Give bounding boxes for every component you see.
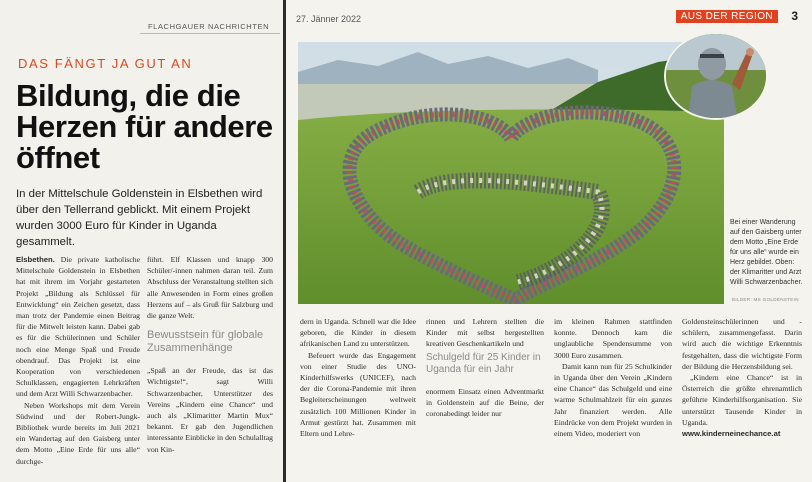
paragraph: „Kindern eine Chance“ ist in Österreich die größte ehrenamtlich geführte Kinderhilfsorganisation. Sie unterstützt Tausende Kinder in Uganda.: [682, 373, 802, 427]
article-column-5: [554, 316, 672, 439]
paragraph: „Spaß an der Freude, das ist das Wichtigste!“, sagt Willi Schwarzenbacher, Unterstützer des Vereins „Kindern eine Chance“ und auch als „Klimaritter Martin Mux“ bekannt. Er gab den Jugendlichen interessante Einblicke in den Schulalltag von Kin-: [147, 366, 273, 454]
article-column-3: [300, 316, 416, 439]
page-number: 3: [791, 9, 798, 23]
page-title: Bildung, die die Herzen für andere öffnet: [16, 78, 273, 175]
photo-caption: Bei einer Wanderung auf den Gaisberg unter dem Motto „Eine Erde für uns alle“ wurde ein Herz gebildet. Oben: der Klimaritter und Arzt Willi Schwarzenbacher.: [730, 219, 803, 286]
kicker: DAS FÄNGT JA GUT AN: [18, 56, 193, 71]
running-head: FLACHGAUER NACHRICHTEN: [148, 22, 270, 31]
header-rule: [140, 33, 280, 34]
paragraph: Befeuert wurde das Engagement von einer Studie des UNO-Kinderhilfswerks (UNICEF), nach der die Corona-Pandemie mit ihren Begleiterscheinungen weltweit zusätzlich 100 Millionen Kinder in Armut gestürzt hat. Zusammen mit Eltern und Lehre-: [300, 350, 416, 439]
paragraph: Goldensteinschülerinnen und -schülern, zusammengefasst. Darin wird auch die wichtige Erkenntnis festgehalten, dass die wichtigste Form der Bildung die Herzensbildung sei.: [682, 317, 802, 371]
article-column-4: [426, 316, 544, 419]
knight-portrait-photo: [664, 32, 768, 120]
website-link[interactable]: www.kinderneinechance.at: [682, 429, 781, 439]
article-column-2: [147, 254, 273, 455]
dateline: Elsbethen.: [16, 255, 55, 264]
subheading: Bewusstsein für globale Zusammenhänge: [147, 329, 264, 355]
left-page: [0, 0, 283, 482]
paragraph: Die private katholische Mittelschule Goldenstein in Elsbethen hat mit ihrem im Vorjahr gestarteten Projekt „Bildung als Schlüssel für Entwicklung“ ein Zeichen gesetzt, dass man trotz der Pandemie einen Beitrag für die Mitwelt leisten kann. Dabei gab es für die Schülerinnen und Schüler noch eine Menge Spaß und Freude obendrauf. Das Projekt ist eine Kooperation von verschiedenen Schulklassen, engagierten Lehrkräften und dem Arzt Willi Schwarzenbacher.: [16, 255, 140, 399]
article-column-6: [682, 316, 802, 439]
paragraph: enormem Einsatz einen Adventmarkt in Goldenstein auf die Beine, der coronabedingt leider nur: [426, 386, 544, 419]
subheading: Schulgeld für 25 Kinder in Uganda für ein Jahr: [426, 351, 541, 375]
article-column-1: [16, 254, 140, 467]
paragraph: dern in Uganda. Schnell war die Idee geboren, die Kinder in diesem afrikanischen Land zu unterstützen.: [300, 317, 416, 349]
paragraph: führt. Elf Klassen und knapp 300 Schüler/-innen nahmen daran teil. Zum Abschluss der Veranstaltung stellten sich alle Anwesenden in Form eines großen Herzens auf – als Gruß für Salzburg und die ganze Welt.: [147, 255, 273, 321]
photo-credit: BILDER: MS GOLDENSTEIN: [732, 297, 799, 302]
paragraph: rinnen und Lehrern stellten die Kinder mit selbst hergestellten kreativen Geschenkartikeln und: [426, 317, 544, 349]
paragraph: im kleinen Rahmen stattfinden konnte. Dennoch kam die unglaubliche Spendensumme von 3000 Euro zusammen.: [554, 317, 672, 360]
paragraph: Neben Workshops mit dem Verein Südwind und der Robert-Jungk-Bibliothek wurde bereits im Juli 2021 ein Wandertag auf den Gaisberg unter dem Motto „Eine Erde für uns alle“ durchge-: [16, 400, 140, 466]
article-deck: In der Mittelschule Goldenstein in Elsbethen wird über den Tellerrand geblickt. Mit einem Projekt wurden 3000 Euro für Kinder in Uganda gesammelt.: [16, 188, 263, 248]
section-badge: AUS DER REGION: [676, 10, 778, 23]
paragraph: Damit kann nun für 25 Schulkinder in Uganda über den Verein „Kindern eine Chance“ das Schulgeld und eine warme Schulmahlzeit für ein ganzes Jahr finanziert werden. Alle Eindrücke von dem Projekt wurden in einem Video, moderiert von: [554, 361, 672, 439]
heart-formation-photo: [298, 42, 724, 304]
right-page: [286, 0, 812, 482]
issue-date: 27. Jänner 2022: [296, 14, 362, 24]
